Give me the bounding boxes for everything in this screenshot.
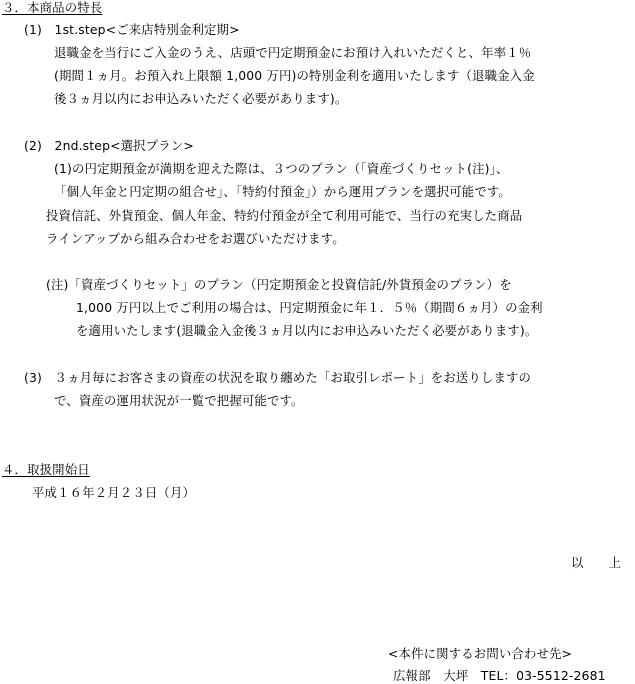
item-2-line: ラインアップから組み合わせをお選びいただけます。 — [46, 231, 345, 246]
section-4-heading: ４．取扱開始日 — [2, 462, 90, 477]
item-1-line: 後３ヵ月以内にお申込みいただく必要があります)。 — [54, 91, 348, 106]
item-1-title: (1) 1st.step<ご来店特別金利定期> — [24, 22, 240, 37]
contact-line: 広報部 大坪 TEL：03-5512-2681 — [393, 668, 606, 683]
item-2-title: (2) 2nd.step<選択プラン> — [24, 138, 194, 153]
item-2-line: (1)の円定期預金が満期を迎えた際は、３つのプラン（「資産づくりセット(注)」、 — [54, 161, 509, 176]
item-1-line: 退職金を当行にご入金のうえ、店頭で円定期預金にお預け入れいただくと、年率１％ — [54, 45, 532, 60]
item-2-note-line: を適用いたします(退職金入金後３ヵ月以内にお申込みいただく必要があります)。 — [76, 323, 538, 338]
contact-label: <本件に関するお問い合わせ先> — [388, 646, 573, 661]
item-2-line: 投資信託、外貨預金、個人年金、特約付預金が全て利用可能で、当行の充実した商品 — [46, 208, 523, 223]
item-3-line: で、資産の運用状況が一覧で把握可能です。 — [54, 393, 304, 408]
closing-mark: 以 上 — [571, 555, 622, 570]
item-3-line: (3) ３ヵ月毎にお客さまの資産の状況を取り纏めた「お取引レポート」をお送りしますの — [24, 370, 532, 385]
start-date: 平成１６年２月２３日（月） — [32, 485, 196, 500]
item-2-note-line: 1,000 万円以上でご利用の場合は、円定期預金に年１．５％（期間６ヵ月）の金利 — [76, 300, 543, 315]
section-3-heading: ３．本商品の特長 — [2, 0, 103, 15]
item-1-line: (期間１ヵ月。お預入れ上限額 1,000 万円)の特別金利を適用いたします（退職金入金 — [54, 68, 535, 83]
item-2-line: 「個人年金と円定期の組合せ」、「特約付預金」）から運用プランを選択可能です。 — [54, 184, 511, 199]
item-2-note-line: (注)「資産づくりセット」のプラン（円定期預金と投資信託/外貨預金のプラン）を — [46, 277, 512, 292]
